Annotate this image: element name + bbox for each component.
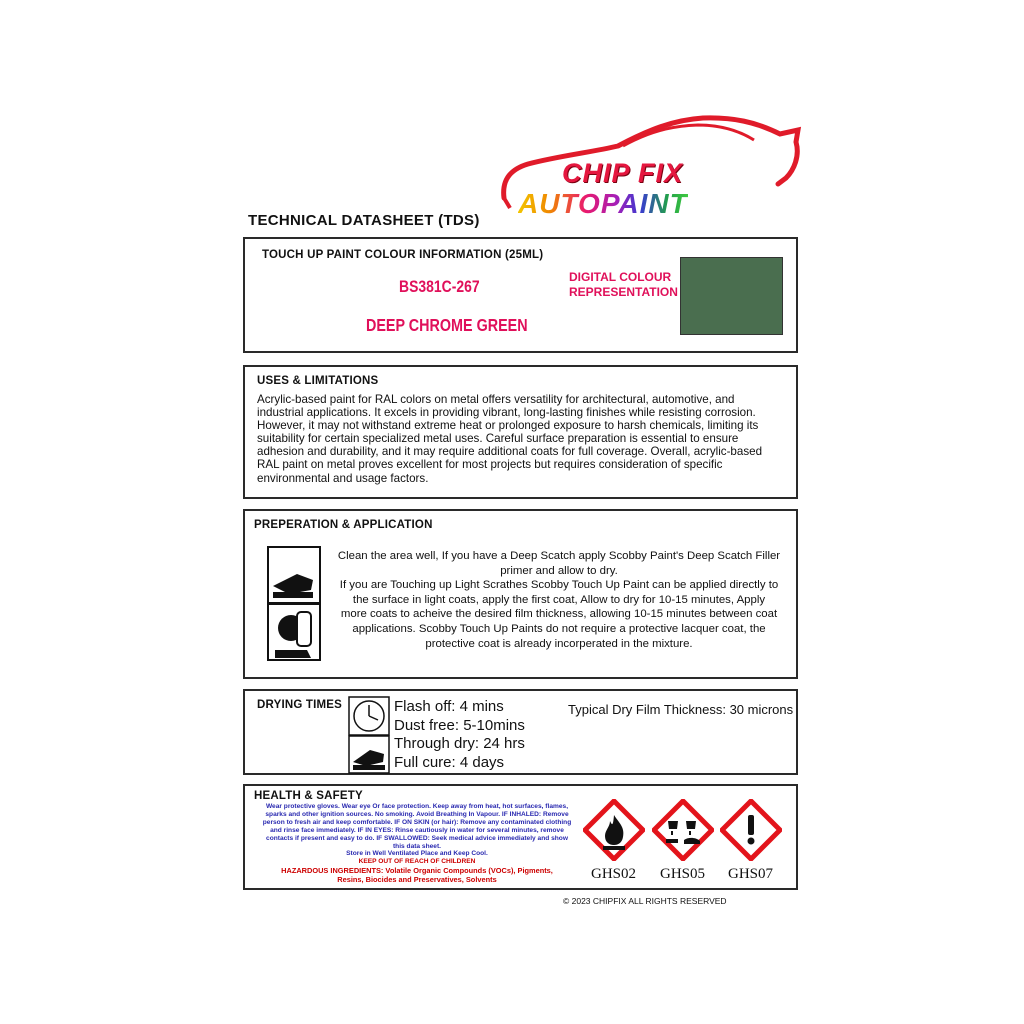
prep-line: more coats to acheive the desired film thickness, allowing 10-15 minutes between coat [340,608,778,621]
paint-name: DEEP CHROME GREEN [366,315,528,335]
uses-line: adhesion and durability, and it may require additional coats for full coverage. Overall, acrylic-based [257,445,763,459]
drying-icons [348,696,390,774]
film-thickness: Typical Dry Film Thickness: 30 microns [568,702,794,717]
prep-line: applications. Scobby Touch Up Paints do not require a protective lacquer coat, the [352,622,766,635]
ghs05-corrosive-icon [652,799,714,861]
digital-label-line-2: REPRESENTATION [569,285,678,299]
flash-off: Flash off: 4 mins [394,698,504,715]
uses-line: industrial applications. It excels in providing vibrant, long-lasting finishes while resisting corrosion. [257,406,756,420]
uses-line: suitability for certain specialized metal uses. Careful surface preparation is essential to ensure [257,432,739,446]
drying-values [394,698,525,772]
hazardous-ingredients-cont: Resins, Biocides and Preservatives, Solvents [337,875,497,885]
uses-header: USES & LIMITATIONS [257,375,379,387]
health-header: HEALTH & SAFETY [254,790,363,802]
digital-colour-label [569,270,678,300]
uses-line: environmental and usage factors. [257,471,429,485]
health-line: Wear protective gloves. Wear eye Or face protection. Keep away from heat, hot surfaces, flames, [265,803,569,810]
ghs07-exclamation-icon [720,799,782,861]
colour-swatch [680,257,783,335]
prep-line: the surface in light coats, apply the first coat, Allow to dry for 10-15 minutes, Apply [352,593,766,606]
health-line: person to fresh air and keep comfortable. IF ON SKIN (or hair): Remove any contaminated clothing [262,818,572,826]
full-cure: Full cure: 4 days [394,753,505,771]
ghs07-label: GHS07 [728,866,774,882]
health-line: sparks and other ignition sources. No smoking. Avoid Breathing In Vapour. IF INHALED: Remove [265,810,569,818]
prep-icons [267,546,321,662]
uses-line: Acrylic-based paint for RAL colors on metal offers versatility for architectural, automotive, and [257,393,735,406]
logo-line-2: AUTOPAINT [518,188,688,219]
prep-line: If you are Touching up Light Scrathes Scobby Touch Up Paint can be applied directly to [339,579,779,592]
brand-logo [498,112,808,222]
prep-header: PREPERATION & APPLICATION [254,519,433,531]
uses-body [257,393,787,485]
hazardous-ingredients: HAZARDOUS INGREDIENTS: Volatile Organic Compounds (VOCs), Pigments, [281,866,553,876]
health-line: Store in Well Ventilated Place and Keep Cool. [346,850,488,858]
prep-line: primer and allow to dry. [500,564,618,577]
through-dry: Through dry: 24 hrs [394,735,525,752]
logo-line-1: CHIP FIX [562,158,684,188]
colour-info-header: TOUCH UP PAINT COLOUR INFORMATION (25ML) [262,249,544,261]
prep-line: protective coat is already incorperated in the mixture. [425,637,693,650]
document-title: TECHNICAL DATASHEET (TDS) [248,212,480,229]
keep-out-warning: KEEP OUT OF REACH OF CHILDREN [358,858,476,866]
health-line: contacts if present and easy to do. IF SWALLOWED: Seek medical advice immediately and show [266,834,568,842]
health-line: this data sheet. [392,842,441,850]
digital-label-line-1: DIGITAL COLOUR [569,270,672,284]
ghs05-label: GHS05 [660,866,706,882]
uses-line: However, it may not withstand extreme heat or prolonged exposure to harsh chemicals, limiting its [257,419,759,433]
health-body [252,803,582,884]
ghs02-flammable-icon [583,799,645,861]
copyright-footer: © 2023 CHIPFIX ALL RIGHTS RESERVED [563,896,727,906]
dust-free: Dust free: 5-10mins [394,716,525,734]
ghs02-label: GHS02 [591,866,637,882]
drying-header: DRYING TIMES [257,699,343,711]
prep-body [334,549,784,651]
uses-line: RAL paint on metal proves excellent for most projects but requires consideration of specific [257,458,723,472]
prep-line: Clean the area well, If you have a Deep Scatch apply Scobby Paint's Deep Scatch Filler [337,550,781,562]
health-line: and rinse face immediately. IF IN EYES: Rinse cautiously in water for several minutes, remove [270,826,564,834]
paint-code: BS381C-267 [399,277,480,296]
